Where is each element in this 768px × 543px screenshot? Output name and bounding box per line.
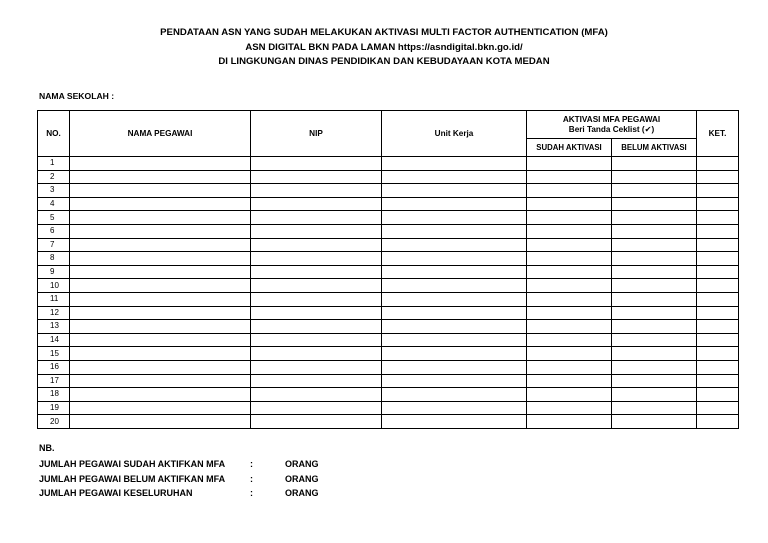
work-unit-cell[interactable] [382,374,527,388]
name-cell[interactable] [70,333,251,347]
activated-cell[interactable] [527,224,612,238]
name-cell[interactable] [70,170,251,184]
work-unit-cell[interactable] [382,401,527,415]
work-unit-cell[interactable] [382,170,527,184]
row-number: 16 [38,360,70,374]
header-employee-name: NAMA PEGAWAI [70,111,251,157]
name-cell[interactable] [70,265,251,279]
work-unit-cell[interactable] [382,279,527,293]
document-title [0,26,768,70]
nip-cell[interactable] [251,374,382,388]
notes-cell[interactable] [697,252,739,266]
not-activated-cell[interactable] [612,170,697,184]
work-unit-cell[interactable] [382,388,527,402]
not-activated-cell[interactable] [612,415,697,429]
notes-cell[interactable] [697,333,739,347]
nb-label: NB. [39,443,55,453]
activated-cell[interactable] [527,211,612,225]
notes-cell[interactable] [697,211,739,225]
summary-colon: : [250,459,253,469]
table-row [38,238,739,252]
notes-cell[interactable] [697,157,739,171]
not-activated-cell[interactable] [612,388,697,402]
employee-mfa-table [37,110,739,429]
header-mfa-title: AKTIVASI MFA PEGAWAI [562,114,661,124]
name-cell[interactable] [70,320,251,334]
name-cell[interactable] [70,306,251,320]
name-cell[interactable] [70,252,251,266]
row-number: 7 [38,238,70,252]
notes-cell[interactable] [697,401,739,415]
activated-cell[interactable] [527,360,612,374]
name-cell[interactable] [70,415,251,429]
activated-cell[interactable] [527,265,612,279]
school-name-label: NAMA SEKOLAH : [39,91,115,101]
summary-label: JUMLAH PEGAWAI BELUM AKTIFKAN MFA [39,473,226,484]
table-row [38,401,739,415]
table-row [38,360,739,374]
not-activated-cell[interactable] [612,211,697,225]
name-cell[interactable] [70,157,251,171]
name-cell[interactable] [70,238,251,252]
row-number: 12 [38,306,70,320]
nip-cell[interactable] [251,197,382,211]
not-activated-cell[interactable] [612,401,697,415]
notes-cell[interactable] [697,292,739,306]
activated-cell[interactable] [527,320,612,334]
notes-cell[interactable] [697,320,739,334]
name-cell[interactable] [70,279,251,293]
nip-cell[interactable] [251,306,382,320]
table-row [38,197,739,211]
activated-cell[interactable] [527,401,612,415]
nip-cell[interactable] [251,279,382,293]
row-number: 17 [38,374,70,388]
row-number: 14 [38,333,70,347]
notes-cell[interactable] [697,415,739,429]
header-nip: NIP [251,111,382,157]
nip-cell[interactable] [251,401,382,415]
nip-cell[interactable] [251,320,382,334]
work-unit-cell[interactable] [382,306,527,320]
name-cell[interactable] [70,292,251,306]
activated-cell[interactable] [527,347,612,361]
notes-cell[interactable] [697,170,739,184]
nip-cell[interactable] [251,184,382,198]
notes-cell[interactable] [697,306,739,320]
header-no: NO. [38,111,70,157]
work-unit-cell[interactable] [382,238,527,252]
row-number: 2 [38,170,70,184]
table-row [38,415,739,429]
name-cell[interactable] [70,401,251,415]
header-not-activated: BELUM AKTIVASI [612,139,697,157]
summary-label: JUMLAH PEGAWAI KESELURUHAN [39,488,193,498]
not-activated-cell[interactable] [612,360,697,374]
work-unit-cell[interactable] [382,333,527,347]
nip-cell[interactable] [251,333,382,347]
work-unit-cell[interactable] [382,320,527,334]
row-number: 20 [38,415,70,429]
activated-cell[interactable] [527,388,612,402]
activated-cell[interactable] [527,157,612,171]
activated-cell[interactable] [527,374,612,388]
work-unit-cell[interactable] [382,347,527,361]
table-row [38,333,739,347]
name-cell[interactable] [70,347,251,361]
activated-cell[interactable] [527,197,612,211]
work-unit-cell[interactable] [382,224,527,238]
summary-unit: ORANG [285,459,319,469]
activated-cell[interactable] [527,238,612,252]
row-number: 15 [38,347,70,361]
table-row [38,374,739,388]
nip-cell[interactable] [251,265,382,279]
notes-cell[interactable] [697,347,739,361]
activated-cell[interactable] [527,279,612,293]
work-unit-cell[interactable] [382,292,527,306]
table-row [38,347,739,361]
work-unit-cell[interactable] [382,265,527,279]
row-number: 11 [38,292,70,306]
row-number: 18 [38,388,70,402]
notes-cell[interactable] [697,388,739,402]
not-activated-cell[interactable] [612,157,697,171]
table-row [38,184,739,198]
activated-cell[interactable] [527,415,612,429]
table-row [38,211,739,225]
not-activated-cell[interactable] [612,374,697,388]
work-unit-cell[interactable] [382,360,527,374]
not-activated-cell[interactable] [612,252,697,266]
not-activated-cell[interactable] [612,347,697,361]
work-unit-cell[interactable] [382,197,527,211]
name-cell[interactable] [70,374,251,388]
nip-cell[interactable] [251,157,382,171]
work-unit-cell[interactable] [382,252,527,266]
row-number: 13 [38,320,70,334]
not-activated-cell[interactable] [612,292,697,306]
header-activated: SUDAH AKTIVASI [527,139,612,157]
table-row [38,306,739,320]
nip-cell[interactable] [251,388,382,402]
work-unit-cell[interactable] [382,415,527,429]
title-line-1: PENDATAAN ASN YANG SUDAH MELAKUKAN AKTIVASI MULTI FACTOR AUTHENTICATION (MFA) [160,27,608,38]
not-activated-cell[interactable] [612,184,697,198]
nip-cell[interactable] [251,211,382,225]
nip-cell[interactable] [251,170,382,184]
activated-cell[interactable] [527,306,612,320]
notes-cell[interactable] [697,374,739,388]
not-activated-cell[interactable] [612,265,697,279]
notes-cell[interactable] [697,238,739,252]
notes-cell[interactable] [697,197,739,211]
not-activated-cell[interactable] [612,306,697,320]
row-number: 9 [38,265,70,279]
activated-cell[interactable] [527,184,612,198]
title-line-3: DI LINGKUNGAN DINAS PENDIDIKAN DAN KEBUDAYAAN KOTA MEDAN [218,56,550,67]
not-activated-cell[interactable] [612,333,697,347]
summary-colon: : [250,473,253,484]
notes-cell[interactable] [697,360,739,374]
table-row [38,170,739,184]
summary-unit: ORANG [285,473,319,484]
header-mfa-activation [527,111,697,139]
name-cell[interactable] [70,211,251,225]
activated-cell[interactable] [527,292,612,306]
name-cell[interactable] [70,224,251,238]
notes-cell[interactable] [697,224,739,238]
nip-cell[interactable] [251,360,382,374]
table-row [38,320,739,334]
name-cell[interactable] [70,360,251,374]
work-unit-cell[interactable] [382,157,527,171]
table-row [38,224,739,238]
not-activated-cell[interactable] [612,238,697,252]
row-number: 5 [38,211,70,225]
header-notes: KET. [697,111,739,157]
nip-cell[interactable] [251,415,382,429]
header-mfa-instruction: Beri Tanda Ceklist (✔) [568,124,655,134]
row-number: 3 [38,184,70,198]
row-number: 8 [38,252,70,266]
title-line-2: ASN DIGITAL BKN PADA LAMAN https://asndigital.bkn.go.id/ [245,41,523,53]
not-activated-cell[interactable] [612,320,697,334]
name-cell[interactable] [70,388,251,402]
row-number: 19 [38,401,70,415]
table-row [38,265,739,279]
summary-label: JUMLAH PEGAWAI SUDAH AKTIFKAN MFA [39,459,226,469]
name-cell[interactable] [70,197,251,211]
not-activated-cell[interactable] [612,197,697,211]
row-number: 6 [38,224,70,238]
table-row [38,279,739,293]
activated-cell[interactable] [527,170,612,184]
table-row [38,292,739,306]
activated-cell[interactable] [527,252,612,266]
nip-cell[interactable] [251,224,382,238]
notes-cell[interactable] [697,265,739,279]
table-row [38,252,739,266]
row-number: 1 [38,157,70,171]
nip-cell[interactable] [251,238,382,252]
activated-cell[interactable] [527,333,612,347]
work-unit-cell[interactable] [382,184,527,198]
not-activated-cell[interactable] [612,224,697,238]
summary-unit: ORANG [285,488,319,498]
row-number: 10 [38,279,70,293]
header-work-unit: Unit Kerja [382,111,527,157]
summary-colon: : [250,488,253,498]
not-activated-cell[interactable] [612,279,697,293]
name-cell[interactable] [70,184,251,198]
row-number: 4 [38,197,70,211]
notes-cell[interactable] [697,279,739,293]
table-row [38,157,739,171]
nip-cell[interactable] [251,252,382,266]
nip-cell[interactable] [251,292,382,306]
work-unit-cell[interactable] [382,211,527,225]
nip-cell[interactable] [251,347,382,361]
table-row [38,388,739,402]
notes-cell[interactable] [697,184,739,198]
